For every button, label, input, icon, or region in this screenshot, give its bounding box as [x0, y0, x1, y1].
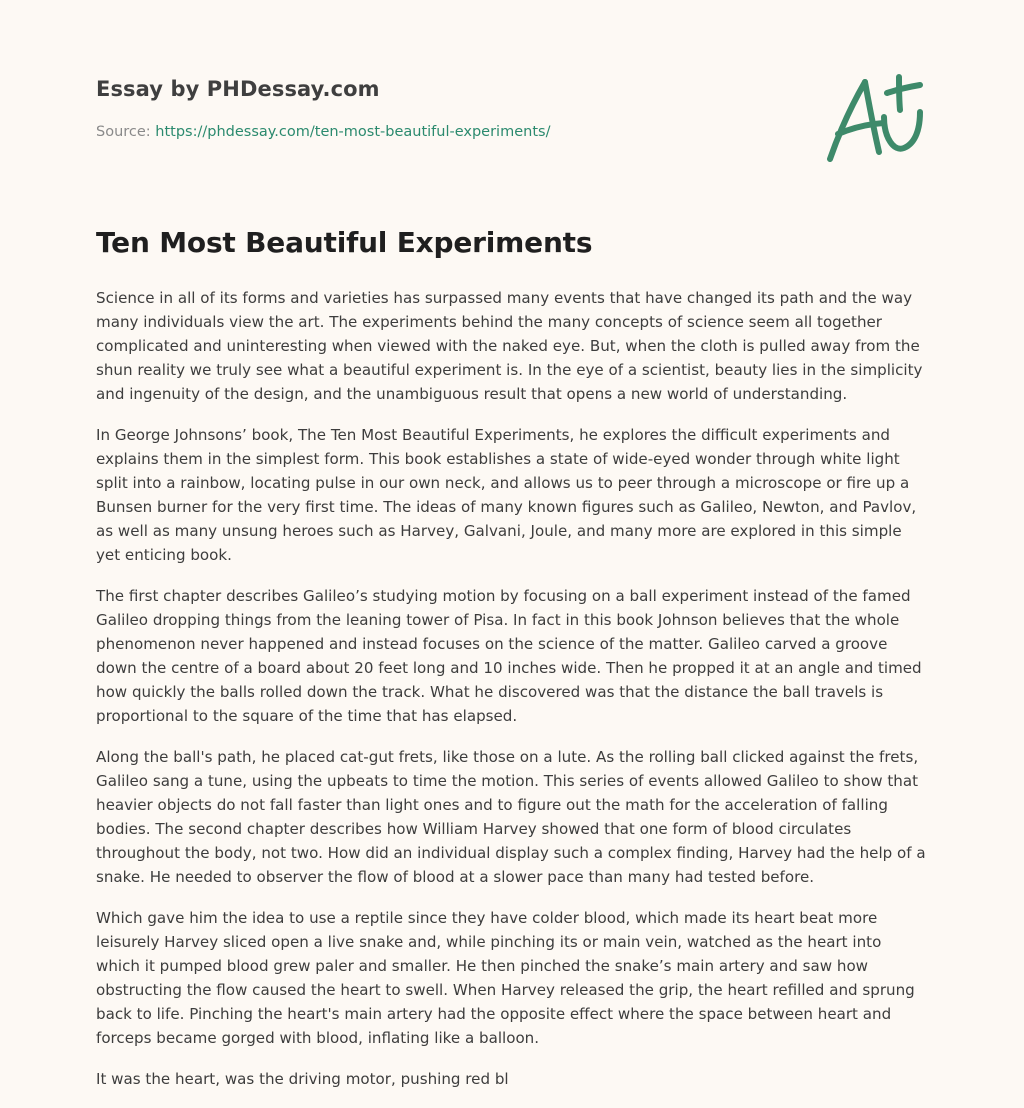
essay-paragraph: Along the ball's path, he placed cat-gut frets, like those on a lute. As the rolling ball clicked against the frets, Galileo sang a tune, using the upbeats to time the motion. This series of events allowed Galileo to show that heavier objects do not fall faster than light ones and to figure out the math for the acceleration of falling bodies. The second chapter describes how William Harvey showed that one form of blood circulates throughout the body, not two. How did an individual display such a complex finding, Harvey had the help of a snake. He needed to observer the flow of blood at a slower pace than many had tested before.: [96, 748, 926, 886]
site-brand: Essay by PHDessay.com: [96, 77, 380, 101]
essay-body: [96, 286, 926, 1108]
essay-paragraph: It was the heart, was the driving motor, pushing red bl: [96, 1070, 509, 1088]
a-plus-grade-icon: [824, 68, 928, 166]
essay-paragraph: In George Johnsons’ book, The Ten Most Beautiful Experiments, he explores the difficult experiments and explains them in the simplest form. This book establishes a state of wide-eyed wonder through white light split into a rainbow, locating pulse in our own neck, and allows us to peer through a microscope or fire up a Bunsen burner for the very first time. The ideas of many known figures such as Galileo, Newton, and Pavlov, as well as many unsung heroes such as Harvey, Galvani, Joule, and many more are explored in this simple yet enticing book.: [96, 426, 917, 564]
essay-paragraph: Science in all of its forms and varieties has surpassed many events that have changed its path and the way many individuals view the art. The experiments behind the many concepts of science seem all together complicated and uninteresting when viewed with the naked eye. But, when the cloth is pulled away from the shun reality we truly see what a beautiful experiment is. In the eye of a scientist, beauty lies in the simplicity and ingenuity of the design, and the unambiguous result that opens a new world of understanding.: [96, 289, 923, 403]
source-label: Source:: [96, 124, 156, 140]
essay-paragraph: Which gave him the idea to use a reptile since they have colder blood, which made its heart beat more leisurely Harvey sliced open a live snake and, while pinching its or main vein, watched as the heart into which it pumped blood grew paler and smaller. He then pinched the snake’s main artery and saw how obstructing the flow caused the heart to swell. When Harvey released the grip, the heart refilled and sprung back to life. Pinching the heart's main artery had the opposite effect where the space between heart and forceps became gorged with blood, inflating like a balloon.: [96, 909, 915, 1047]
essay-title: Ten Most Beautiful Experiments: [96, 226, 593, 259]
essay-paragraph: The first chapter describes Galileo’s studying motion by focusing on a ball experiment instead of the famed Galileo dropping things from the leaning tower of Pisa. In fact in this book Johnson believes that the whole phenomenon never happened and instead focuses on the science of the matter. Galileo carved a groove down the centre of a board about 20 feet long and 10 inches wide. Then he propped it at an angle and timed how quickly the balls rolled down the track. What he discovered was that the distance the ball travels is proportional to the square of the time that has elapsed.: [96, 587, 922, 725]
source-line: [96, 124, 550, 140]
source-link[interactable]: https://phdessay.com/ten-most-beautiful-experiments/: [155, 124, 551, 140]
